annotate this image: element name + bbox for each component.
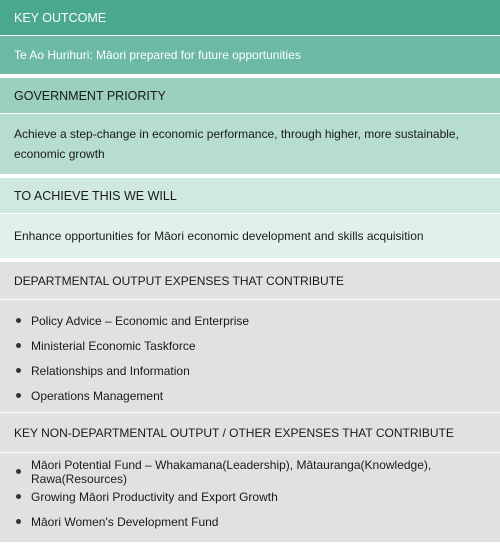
list-item: Operations Management [14,383,486,408]
key-outcome-heading: KEY OUTCOME [0,0,500,36]
government-priority-heading: GOVERNMENT PRIORITY [0,78,500,114]
bullet-icon [16,519,21,524]
list-item: Māori Women's Development Fund [14,509,486,534]
departmental-heading: DEPARTMENTAL OUTPUT EXPENSES THAT CONTRIBUTE [0,262,500,300]
government-priority-text: Achieve a step-change in economic performance, through higher, more sustainable, economic growth [0,114,500,174]
non-departmental-heading: KEY NON-DEPARTMENTAL OUTPUT / OTHER EXPENSES THAT CONTRIBUTE [0,413,500,453]
list-item: Growing Māori Productivity and Export Growth [14,484,486,509]
list-item: Policy Advice – Economic and Enterprise [14,308,486,333]
contributing-expenses-section [0,262,500,542]
bullet-icon [16,318,21,323]
list-item: Māori Potential Fund – Whakamana(Leadership), Mātauranga(Knowledge), Rawa(Resources) [14,459,486,484]
departmental-list [0,300,500,412]
bullet-icon [16,368,21,373]
bullet-icon [16,343,21,348]
bullet-icon [16,393,21,398]
key-outcome-text: Te Ao Hurihuri: Māori prepared for future opportunities [0,36,500,74]
list-item: Relationships and Information [14,358,486,383]
to-achieve-text: Enhance opportunities for Māori economic development and skills acquisition [0,214,500,258]
to-achieve-heading: TO ACHIEVE THIS WE WILL [0,178,500,214]
bullet-icon [16,494,21,499]
list-item: Ministerial Economic Taskforce [14,333,486,358]
bullet-icon [16,469,21,474]
non-departmental-list [0,453,500,542]
